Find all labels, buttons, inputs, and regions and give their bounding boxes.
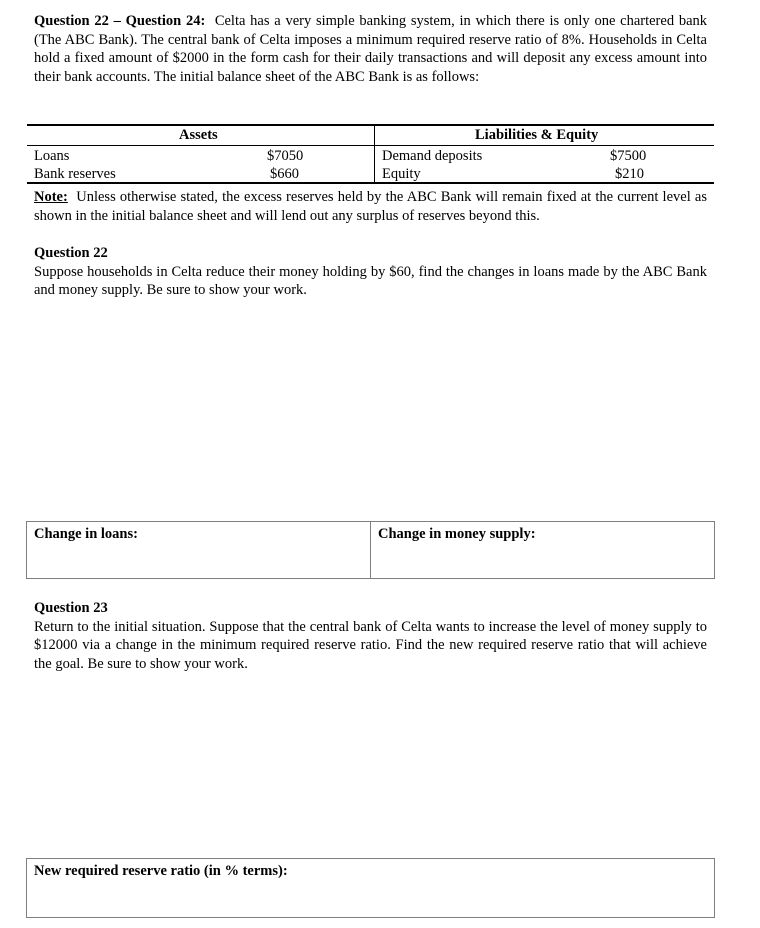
sheet-top-rule <box>27 124 714 126</box>
sheet-header-rule <box>27 145 714 146</box>
liability-deposits-label: Demand deposits <box>382 148 483 164</box>
intro-text: Celta has a very simple banking system, in which there is only one chartered bank (The ABC Bank). The central bank of Celta imposes a minimum required reserve ratio of 8%. Households in Celta hold a fixed amount of $2000 in the form cash for their daily transactions and will deposit any excess amount into their bank accounts. The initial balance sheet of the ABC Bank is as follows: <box>34 13 708 85</box>
question-22-title: Question 22 <box>34 245 108 261</box>
change-in-loans-label: Change in loans: <box>34 526 138 542</box>
asset-loans-value: $7050 <box>267 148 304 164</box>
note-label: Note: <box>34 189 68 205</box>
note-text: Unless otherwise stated, the excess reserves held by the ABC Bank will remain fixed at the current level as shown in the initial balance sheet and will lend out any surplus of reserves beyond this. <box>34 189 708 224</box>
equity-value: $210 <box>615 166 644 182</box>
new-reserve-ratio-box[interactable] <box>26 858 715 918</box>
sheet-divider <box>374 124 375 182</box>
intro-title: Question 22 – Question 24: <box>34 13 206 29</box>
sheet-bottom-rule <box>27 182 714 184</box>
note-paragraph <box>34 188 707 225</box>
asset-reserves-value: $660 <box>270 166 299 182</box>
liability-deposits-value: $7500 <box>610 148 647 164</box>
change-in-money-supply-box[interactable] <box>370 521 715 579</box>
equity-label: Equity <box>382 166 421 182</box>
question-23 <box>34 599 707 673</box>
question-23-text: Return to the initial situation. Suppose that the central bank of Celta wants to increase the level of money supply to $12000 via a change in the minimum required reserve ratio. Find the new required reserve ratio that will achieve the goal. Be sure to show your work. <box>34 618 707 672</box>
asset-reserves-label: Bank reserves <box>34 166 116 182</box>
question-23-title: Question 23 <box>34 600 108 616</box>
change-in-money-supply-label: Change in money supply: <box>378 526 536 542</box>
assets-header: Assets <box>179 127 218 143</box>
intro-paragraph <box>34 12 707 86</box>
question-22 <box>34 244 707 300</box>
change-in-loans-box[interactable] <box>26 521 371 579</box>
liabilities-header: Liabilities & Equity <box>475 127 599 143</box>
asset-loans-label: Loans <box>34 148 70 164</box>
new-reserve-ratio-label: New required reserve ratio (in % terms): <box>34 863 288 879</box>
question-22-text: Suppose households in Celta reduce their money holding by $60, find the changes in loans made by the ABC Bank and money supply. Be sure to show your work. <box>34 263 707 298</box>
